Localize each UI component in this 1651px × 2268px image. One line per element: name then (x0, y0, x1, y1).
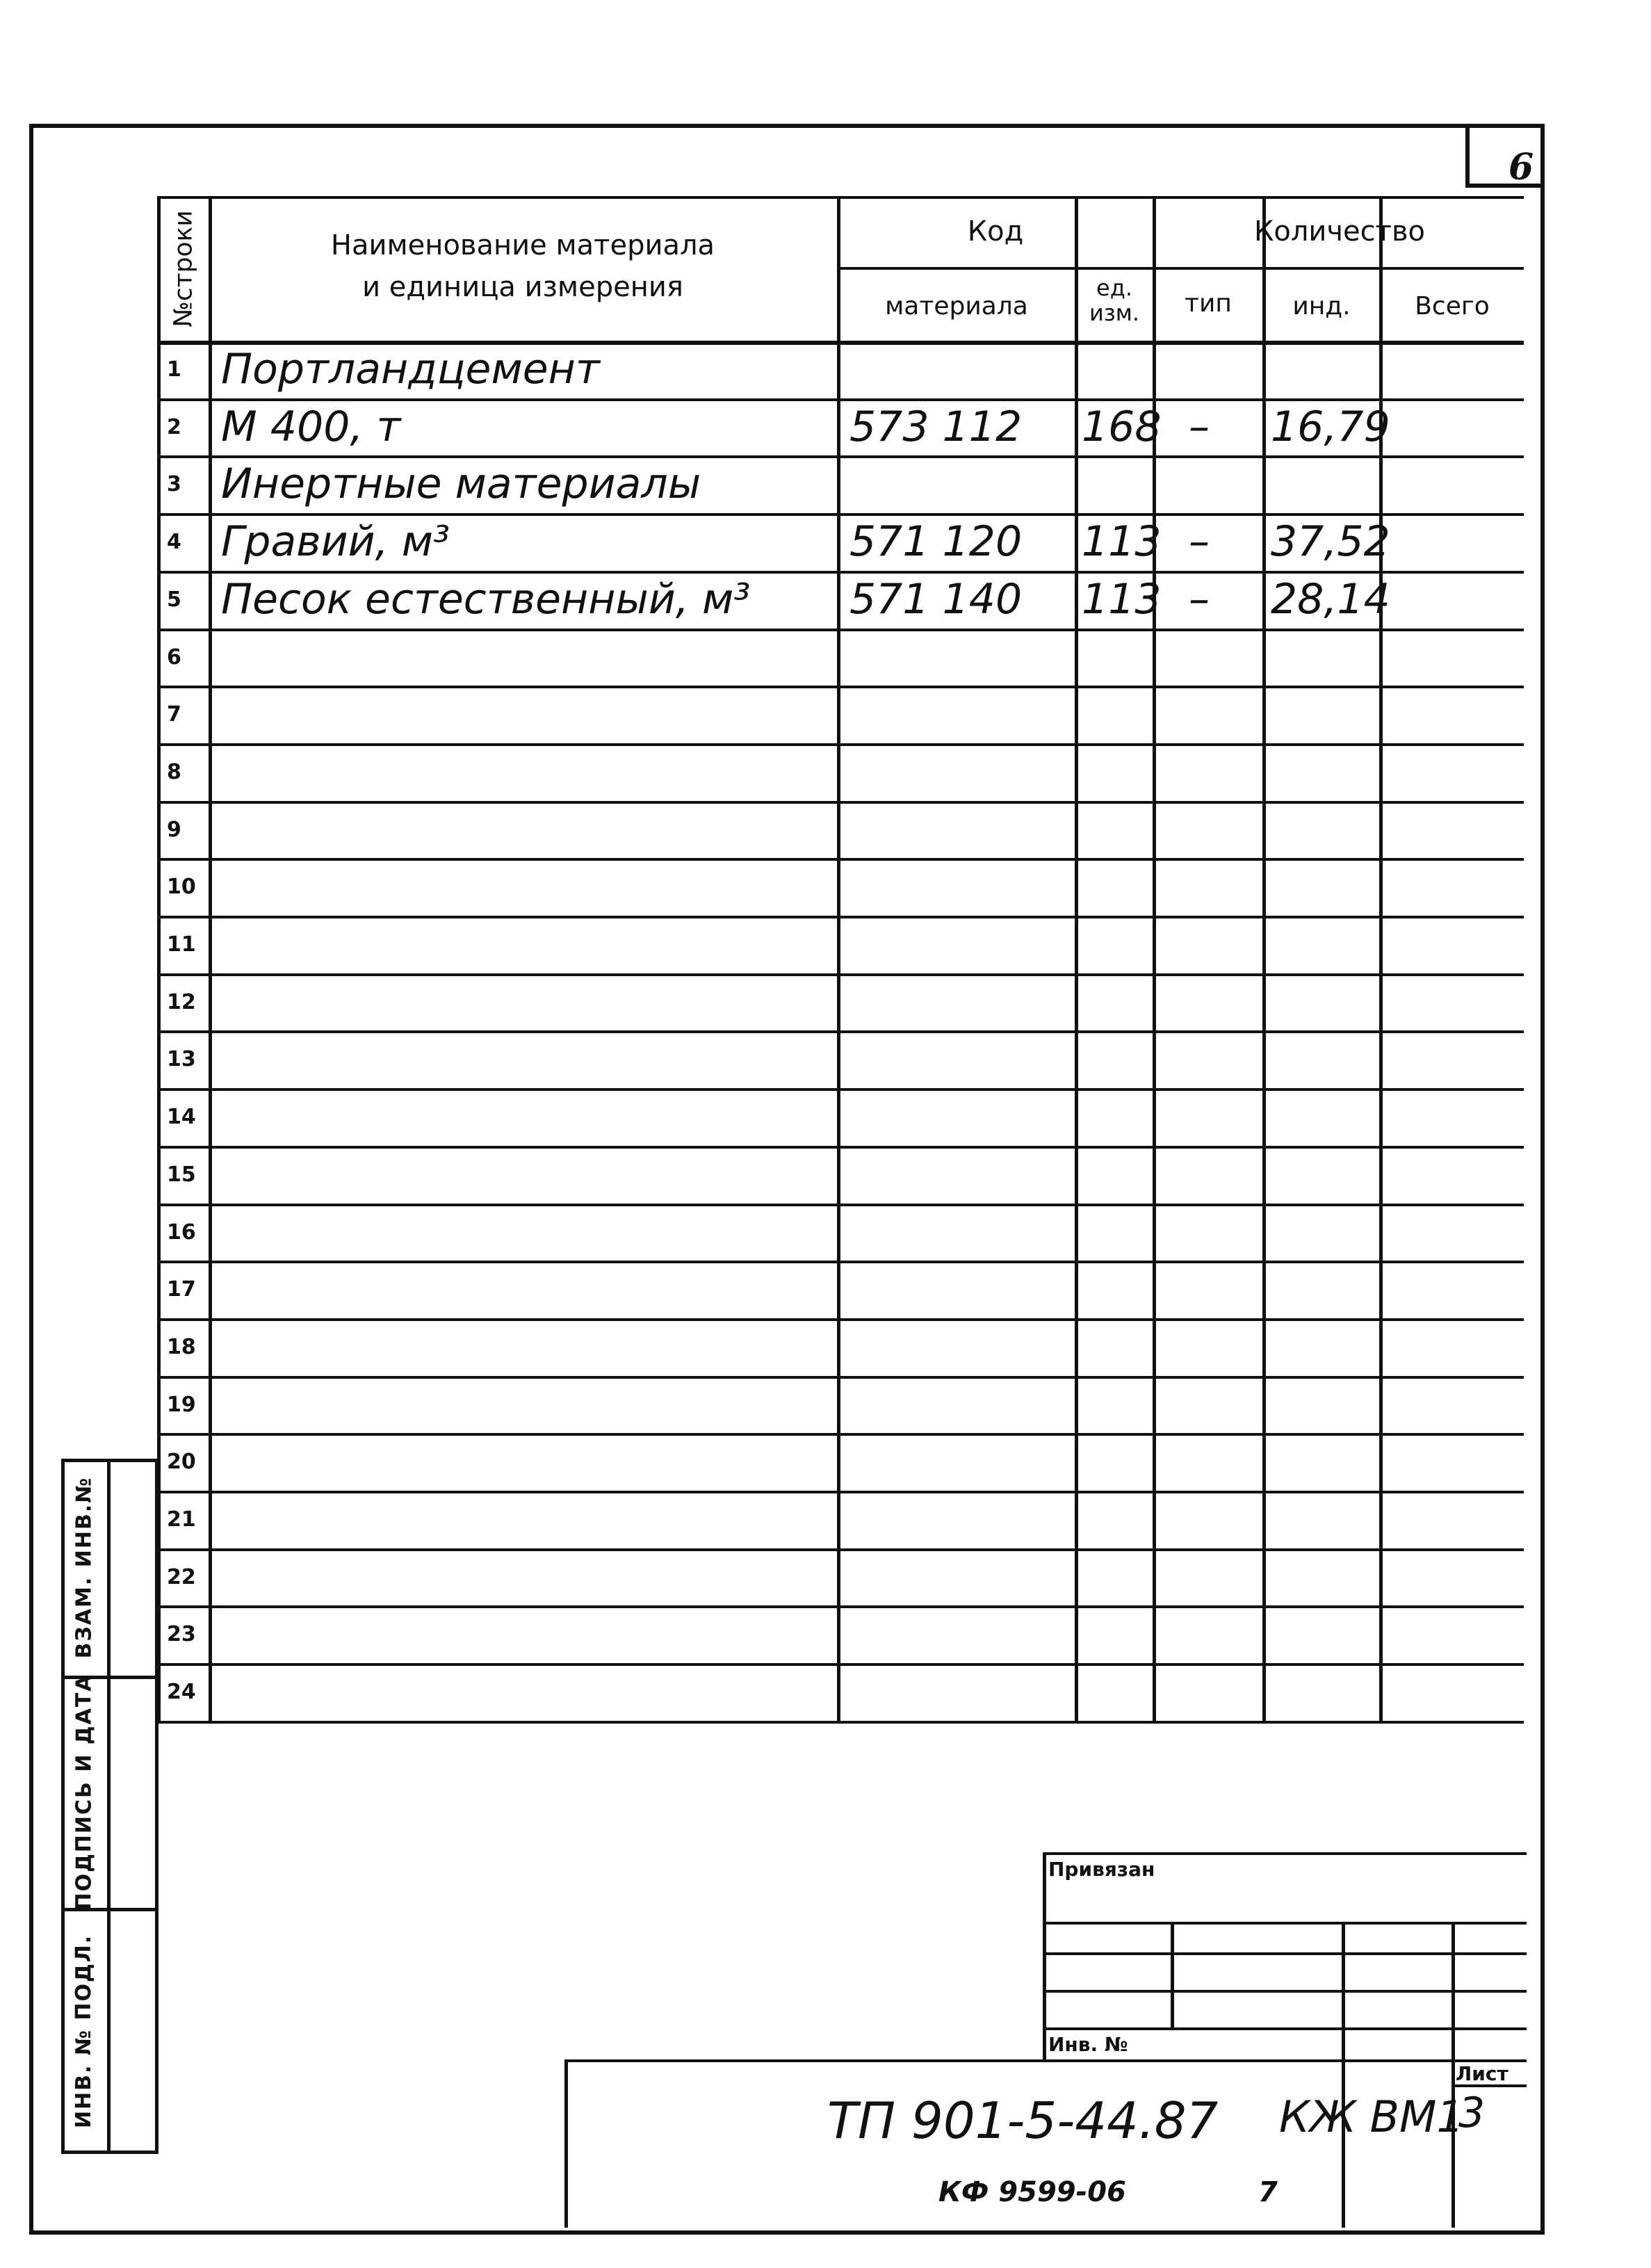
row-number: 14 (167, 1105, 196, 1129)
document-code: ТП 901-5-44.87 (827, 2091, 1219, 2150)
row-number-header-label: №строки (169, 209, 198, 327)
row-line (157, 743, 1524, 746)
row-number: 23 (167, 1622, 196, 1646)
type-quantity: – (1189, 403, 1210, 451)
material-code: 571 140 (849, 575, 1023, 624)
row-line (157, 1605, 1524, 1608)
row-number: 13 (167, 1047, 196, 1071)
ind-quantity: 37,52 (1271, 517, 1390, 566)
material-code-header: материала (885, 292, 1028, 321)
row-line (157, 1030, 1524, 1033)
ind-header: инд. (1292, 292, 1351, 321)
replace-inv-cell (63, 1459, 106, 1676)
row-number: 1 (167, 357, 181, 382)
title-block-vline (1043, 1852, 1046, 2061)
unit-code: 168 (1082, 403, 1162, 451)
row-number: 9 (167, 818, 181, 842)
row-line (157, 916, 1524, 918)
row-line (157, 513, 1524, 516)
header-mid-line (837, 267, 1524, 270)
row-line (157, 1548, 1524, 1551)
material-code: 571 120 (849, 517, 1023, 566)
code-header: Код (967, 216, 1024, 248)
material-name: М 400, т (221, 403, 401, 451)
row-number: 22 (167, 1565, 196, 1589)
row-line (157, 1376, 1524, 1379)
row-number: 7 (167, 702, 181, 727)
material-name: Инертные материалы (221, 460, 701, 508)
row-number: 21 (167, 1507, 196, 1532)
row-line (157, 801, 1524, 804)
name-header-line2: и единица измерения (362, 271, 683, 303)
material-name: Портландцемент (221, 345, 600, 394)
row-line (157, 1261, 1524, 1263)
ind-quantity: 16,79 (1271, 403, 1390, 451)
row-number: 8 (167, 760, 181, 784)
inv-no-label: Инв. № (1048, 2033, 1128, 2056)
row-line (157, 686, 1524, 688)
row-line (157, 1721, 1524, 1724)
row-number: 10 (167, 875, 196, 899)
row-line (157, 1204, 1524, 1206)
row-line (157, 1318, 1524, 1321)
row-line (157, 1146, 1524, 1149)
row-number: 11 (167, 932, 196, 957)
unit-code-header: ед. изм. (1089, 275, 1140, 326)
row-line (157, 571, 1524, 574)
row-line (157, 1663, 1524, 1666)
row-line (157, 629, 1524, 631)
type-quantity: – (1189, 517, 1210, 566)
row-number: 12 (167, 990, 196, 1014)
row-number: 4 (167, 530, 181, 554)
ind-quantity: 28,14 (1271, 575, 1390, 624)
title-block-vline (1171, 1922, 1174, 2027)
title-block-line (1043, 1852, 1527, 1855)
row-number: 6 (167, 645, 181, 670)
title-block-vline (564, 2059, 568, 2228)
bound-label: Привязан (1048, 1858, 1155, 1881)
unit-code: 113 (1082, 575, 1162, 624)
row-number: 18 (167, 1335, 196, 1359)
quantity-header: Количество (1253, 216, 1425, 248)
row-line (157, 1433, 1524, 1436)
row-line (157, 858, 1524, 861)
row-line (157, 973, 1524, 976)
sign-date-label: ПОДПИСЬ И ДАТА (72, 1673, 97, 1911)
row-number: 16 (167, 1220, 196, 1245)
name-header-line1: Наименование материала (330, 229, 715, 261)
material-name: Гравий, м³ (221, 517, 450, 566)
row-line (157, 1088, 1524, 1091)
inv-orig-label: ИНВ. № ПОДЛ. (72, 1934, 97, 2128)
side-stamp-separator (107, 1459, 111, 2154)
row-line (157, 455, 1524, 458)
replace-inv-label: ВЗАМ. ИНВ.№ (72, 1476, 97, 1658)
sheet-number: 3 (1458, 2089, 1486, 2137)
row-number: 20 (167, 1450, 196, 1474)
title-block-vline (1451, 1922, 1455, 2228)
inv-orig-cell (63, 1908, 106, 2154)
row-number: 15 (167, 1163, 196, 1187)
total-header: Всего (1415, 292, 1490, 321)
type-header: тип (1185, 289, 1232, 318)
row-number: 19 (167, 1393, 196, 1417)
document-mark: КЖ ВМ1 (1279, 2091, 1464, 2142)
row-number: 17 (167, 1277, 196, 1302)
type-quantity: – (1189, 575, 1210, 624)
row-number: 2 (167, 415, 181, 439)
material-name: Песок естественный, м³ (221, 575, 751, 624)
page-number: 6 (1508, 146, 1534, 188)
side-stamp (61, 1459, 158, 2154)
unit-code: 113 (1082, 517, 1162, 566)
row-line (157, 1491, 1524, 1493)
row-line (157, 398, 1524, 401)
row-number: 3 (167, 472, 181, 496)
sheet-label: Лист (1456, 2062, 1508, 2085)
header-top-line (157, 196, 1524, 199)
title-block-vline (1342, 1922, 1345, 2228)
archive-code: КФ 9599-06 (938, 2176, 1126, 2208)
sign-date-cell (63, 1673, 106, 1911)
row-number: 24 (167, 1680, 196, 1704)
row-number: 5 (167, 588, 181, 612)
row-number-header (158, 196, 209, 341)
format-number: 7 (1258, 2176, 1278, 2208)
material-code: 573 112 (849, 403, 1023, 451)
